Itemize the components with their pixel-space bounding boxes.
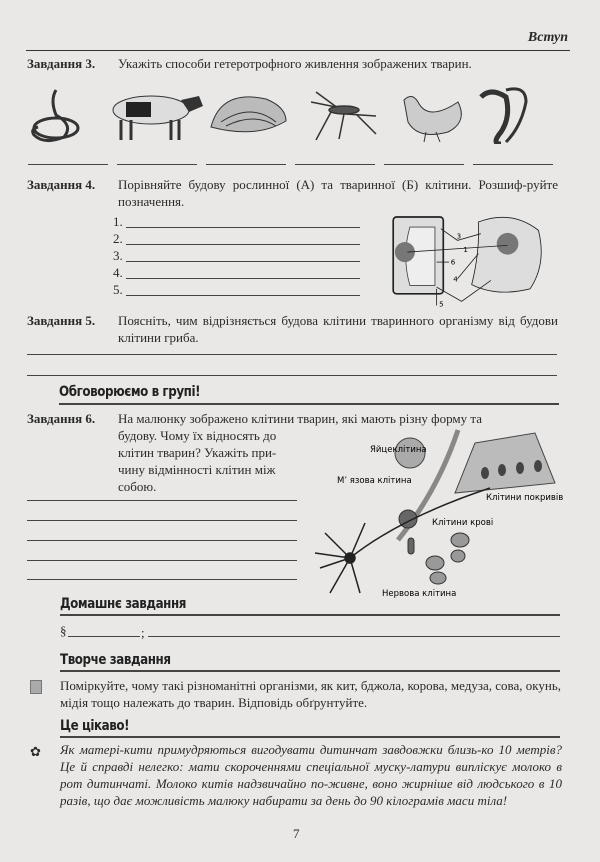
label-egg-cell: Яйцеклітина (370, 445, 427, 455)
task6-label: Завдання 6. (27, 411, 96, 426)
cell-comparison-diagram (385, 212, 555, 308)
cow-icon (113, 96, 203, 140)
animal-cells-illustration (310, 428, 570, 600)
diagram-label-3: 3 (456, 231, 462, 241)
label-nerve-cell: Нервова клітина (382, 589, 457, 599)
item-number: 4. (113, 265, 123, 280)
answer-line[interactable] (27, 540, 297, 541)
animal-illustrations (26, 82, 556, 144)
answer-line[interactable] (27, 560, 297, 561)
section-rule (60, 670, 560, 672)
task3-text: Укажіть способи гетеротрофного живлення зображених тварин. (118, 56, 472, 71)
animal-nucleus (497, 233, 519, 255)
task4-label: Завдання 4. (27, 177, 96, 192)
answer-line[interactable] (126, 244, 360, 245)
answer-line[interactable] (126, 295, 360, 296)
pages-input[interactable] (148, 636, 560, 637)
creative-heading: Творче завдання (60, 652, 171, 668)
discuss-heading: Обговорюємо в групі! (59, 384, 201, 400)
animal-cell (472, 217, 542, 292)
answer-line[interactable] (126, 278, 360, 279)
answer-line[interactable] (117, 164, 197, 165)
diagram-label-1: 1 (463, 245, 468, 255)
answer-line[interactable] (206, 164, 286, 165)
answer-line[interactable] (27, 520, 297, 521)
separator: ; (141, 625, 145, 640)
snake-icon (33, 90, 78, 141)
task4-text: Порівняйте будову рослинної (А) та тваринної (Б) клітини. Розшиф-руйте позначення. (118, 177, 558, 209)
section-rule (59, 403, 559, 405)
creative-text: Поміркуйте, чому такі різноманітні організми, як кит, бджола, корова, медуза, сова, окунь, мідія тощо належать до тварин. Відповідь обґрунтуйте. (60, 678, 561, 710)
section-header: Вступ (527, 30, 568, 45)
mollusk-shell-icon (211, 97, 286, 132)
answer-line[interactable] (384, 164, 464, 165)
section-rule (60, 614, 560, 616)
header-rule (26, 50, 570, 51)
diagram-label-6: 6 (450, 257, 456, 267)
item-number: 3. (113, 248, 123, 263)
answer-line[interactable] (27, 354, 557, 355)
diagram-label-4: 4 (453, 274, 458, 284)
task5-label: Завдання 5. (27, 313, 96, 328)
answer-line[interactable] (28, 164, 108, 165)
section-rule (60, 736, 560, 738)
paragraph-sign: § (60, 623, 67, 638)
homework-heading: Домашнє завдання (60, 596, 186, 612)
answer-line[interactable] (27, 579, 297, 580)
interesting-text: Як матері-кити примудряються вигодувати дитинчат завдовжки близь-ко 10 метрів? Це й справді нелегко: мати скороченнями спеціальної муску-латури випліскує молоко в рот дитинчаті. Молоко китів надзвичайно по-живне, воно жирніше від людського в 10 разів, що дає можливість малюку набирати за день до 90 кілограмів маси тіла! (60, 742, 562, 808)
task6-text: будову. Чому їх відносять до клітин тварин? Укажіть при-чину відмінності клітин між собою. (118, 428, 277, 494)
answer-line[interactable] (295, 164, 375, 165)
diagram-label-5: 5 (439, 299, 444, 308)
task5-text: Поясніть, чим відрізняється будова клітини тваринного організму від будови клітини гриба. (118, 313, 558, 345)
mosquito-icon (311, 92, 376, 140)
paragraph-input[interactable] (68, 636, 140, 637)
flower-pot-icon: ✿ (30, 744, 41, 759)
answer-line[interactable] (27, 500, 297, 501)
label-muscle-cell: М’ язова клітина (337, 476, 412, 486)
page-number: 7 (293, 826, 300, 841)
task3-label: Завдання 3. (27, 56, 96, 71)
interesting-heading: Це цікаво! (60, 718, 130, 734)
label-epithelial-cells: Клітини покривів (486, 493, 564, 503)
item-number: 2. (113, 231, 123, 246)
answer-line[interactable] (27, 375, 557, 376)
task6-text-line1: На малюнку зображено клітини тварин, які мають різну форму та (118, 411, 482, 426)
hen-icon (404, 96, 461, 142)
answer-line[interactable] (126, 261, 360, 262)
answer-line[interactable] (473, 164, 553, 165)
worm-icon (481, 89, 526, 144)
item-number: 1. (113, 214, 123, 229)
item-number: 5. (113, 282, 123, 297)
label-blood-cells: Клітини крові (432, 518, 494, 528)
book-icon (30, 680, 42, 694)
answer-line[interactable] (126, 227, 360, 228)
